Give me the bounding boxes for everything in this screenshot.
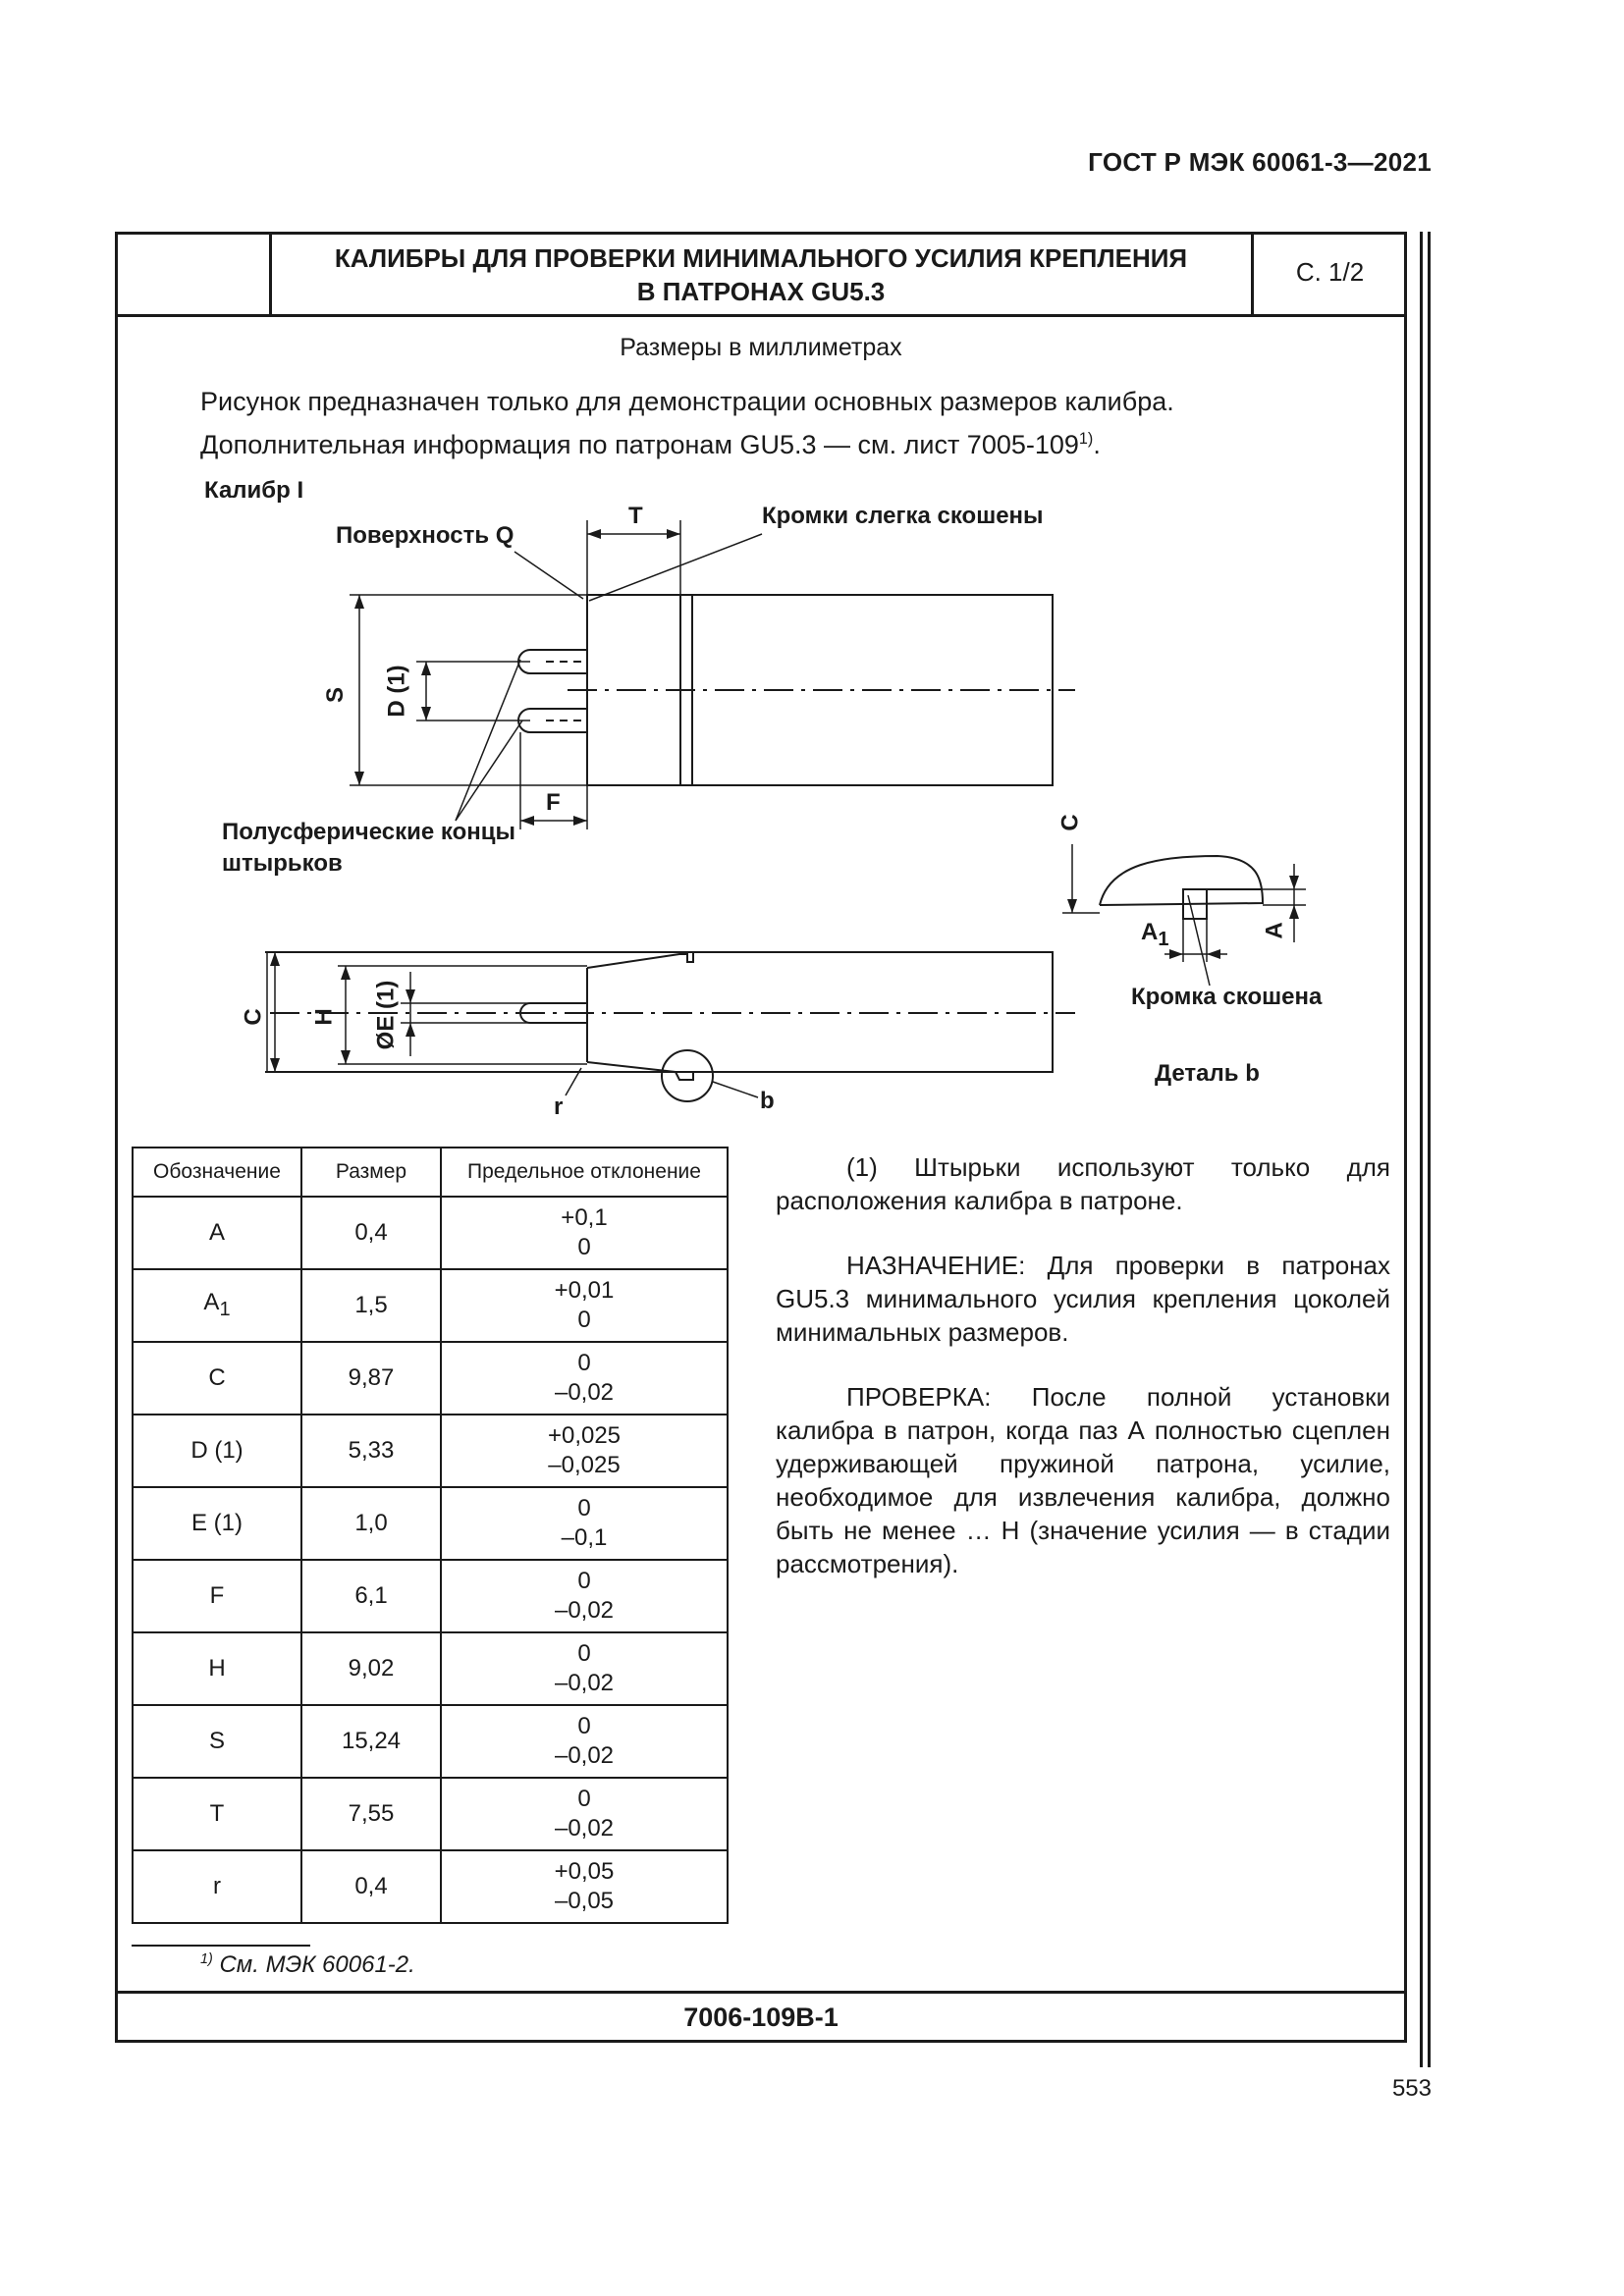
detail-a-label: A (1261, 922, 1288, 939)
tolerance-upper: 0 (577, 1640, 591, 1667)
tolerance-cell (441, 1269, 728, 1342)
size-cell: 0,4 (301, 1197, 441, 1269)
pins-label-line-1: Полусферические концы (222, 819, 515, 845)
tolerance-upper: +0,01 (554, 1277, 615, 1304)
symbol-cell (133, 1850, 301, 1923)
table-row (133, 1705, 728, 1778)
tolerance-lower: –0,02 (554, 1742, 615, 1769)
column-header: Предельное отклонение (441, 1148, 728, 1197)
table-row (133, 1269, 728, 1342)
detail-b-circle (662, 1050, 713, 1101)
footer-divider (115, 1991, 1407, 1994)
dimension-table (132, 1147, 729, 1924)
sheet-reference: С. 1/2 (1295, 257, 1365, 287)
tolerance-cell (441, 1632, 728, 1705)
tolerance-lower: –0,02 (554, 1597, 615, 1624)
intro-line-2-text: Дополнительная информация по патронам GU5.3 — см. лист 7005-109 (200, 430, 1079, 459)
note-check: ПРОВЕРКА: После полной установки калибра в патрон, когда паз А полностью сцеплен удерживающей пружиной патрона, усилие, необходимое для извлечения калибра, должно быть не менее … Н (значение усилия — в стадии рассмотрения). (776, 1382, 1390, 1578)
units-note: Размеры в миллиметрах (620, 334, 902, 361)
dim-t-label: T (628, 503, 643, 529)
symbol-cell (133, 1197, 301, 1269)
surface-q-leader (514, 552, 583, 599)
symbol: r (213, 1873, 221, 1899)
tolerance-lower: 0 (577, 1234, 591, 1260)
standard-header: ГОСТ Р МЭК 60061-3—2021 (1088, 147, 1432, 177)
table-row (133, 1560, 728, 1632)
edge-chamfered-label: Кромка скошена (1131, 984, 1323, 1010)
footnote-mark: 1) (200, 1951, 213, 1967)
tolerance-lower: –0,025 (548, 1452, 621, 1478)
column-header: Размер (301, 1148, 441, 1197)
size-cell: 6,1 (301, 1560, 441, 1632)
symbol: A (208, 1219, 225, 1246)
tolerance-lower: –0,05 (554, 1888, 615, 1914)
note-purpose: НАЗНАЧЕНИЕ: Для проверки в патронах GU5.3 минимального усилия крепления цоколей минимальных размеров. (776, 1251, 1390, 1347)
tolerance-upper: 0 (577, 1495, 591, 1522)
symbol: S (208, 1728, 225, 1754)
detail-c-label: C (1056, 814, 1084, 831)
size-cell: 1,0 (301, 1487, 441, 1560)
dim-r-label: r (554, 1094, 564, 1120)
tolerance-lower: –0,02 (554, 1815, 615, 1842)
detail-b-leader (713, 1082, 758, 1097)
title-line-1: КАЛИБРЫ ДЛЯ ПРОВЕРКИ МИНИМАЛЬНОГО УСИЛИЯ КРЕПЛЕНИЯ (334, 243, 1188, 273)
size-cell: 9,02 (301, 1632, 441, 1705)
symbol: D (1) (190, 1437, 244, 1464)
detail-b-shape (1100, 856, 1263, 905)
intro-line-2-end: . (1093, 430, 1101, 459)
symbol-cell (133, 1705, 301, 1778)
symbol: A (203, 1288, 220, 1315)
symbol: F (209, 1582, 225, 1609)
symbol-cell (133, 1342, 301, 1415)
tolerance-upper: 0 (577, 1350, 591, 1376)
size-cell: 1,5 (301, 1269, 441, 1342)
tolerance-cell (441, 1342, 728, 1415)
table-row (133, 1342, 728, 1415)
intro-footnote-mark: 1) (1078, 430, 1094, 448)
tolerance-upper: 0 (577, 1713, 591, 1739)
tolerance-cell (441, 1778, 728, 1850)
tolerance-lower: –0,1 (561, 1524, 608, 1551)
title-line-2: В ПАТРОНАХ GU5.3 (636, 277, 886, 306)
table-row (133, 1778, 728, 1850)
tolerance-cell (441, 1850, 728, 1923)
footnote-separator (132, 1945, 310, 1947)
size-cell: 7,55 (301, 1778, 441, 1850)
column-header: Обозначение (133, 1148, 301, 1197)
tolerance-lower: –0,02 (554, 1379, 615, 1406)
detail-b-title: Деталь b (1155, 1060, 1260, 1087)
footnote-text: См. МЭК 60061-2. (219, 1951, 415, 1978)
tolerance-lower: –0,02 (554, 1670, 615, 1696)
tolerance-upper: 0 (577, 1786, 591, 1812)
tolerance-cell (441, 1415, 728, 1487)
dim-d-label: D (1) (383, 665, 410, 718)
symbol: H (208, 1655, 226, 1682)
pins-label (222, 817, 515, 880)
table-row (133, 1632, 728, 1705)
table-row (133, 1487, 728, 1560)
detail-a1-subscript: 1 (1158, 928, 1169, 950)
size-cell: 9,87 (301, 1342, 441, 1415)
symbol: T (209, 1800, 225, 1827)
dim-b-label: b (760, 1088, 775, 1114)
size-cell: 5,33 (301, 1415, 441, 1487)
tolerance-cell (441, 1197, 728, 1269)
tolerance-cell (441, 1560, 728, 1632)
dim-h-label: H (310, 1008, 338, 1026)
symbol-subscript: 1 (219, 1298, 231, 1320)
tolerance-upper: 0 (577, 1568, 591, 1594)
table-row (133, 1850, 728, 1923)
table-row (133, 1197, 728, 1269)
symbol-cell (133, 1415, 301, 1487)
dim-e-label: ØE (1) (372, 980, 400, 1050)
note-pins: (1) Штырьки используют только для расположения калибра в патроне. (776, 1152, 1390, 1215)
gauge-title: Калибр I (204, 477, 304, 504)
symbol-cell (133, 1632, 301, 1705)
detail-a1-label (1141, 919, 1168, 951)
edges-leader (589, 534, 762, 601)
tolerance-upper: +0,05 (554, 1858, 615, 1885)
dim-s-label: S (322, 686, 350, 704)
symbol-cell (133, 1269, 301, 1342)
symbol: C (208, 1364, 226, 1391)
surface-q-label: Поверхность Q (336, 522, 514, 549)
pins-leader (456, 721, 522, 821)
tolerance-upper: +0,025 (547, 1422, 622, 1449)
dim-c-label: C (240, 1008, 267, 1026)
edges-chamfered-label: Кромки слегка скошены (762, 503, 1044, 529)
size-cell: 0,4 (301, 1850, 441, 1923)
table-header-row (133, 1148, 728, 1197)
intro-line-1: Рисунок предназначен только для демонстрации основных размеров калибра. (200, 387, 1174, 416)
page-number: 553 (1391, 2075, 1432, 2102)
pins-label-line-2: штырьков (222, 850, 343, 877)
tolerance-cell (441, 1487, 728, 1560)
symbol-cell (133, 1778, 301, 1850)
table-row (133, 1415, 728, 1487)
sheet-code: 7006-109B-1 (683, 2002, 839, 2032)
symbol-cell (133, 1560, 301, 1632)
dim-f-label: F (546, 789, 561, 816)
detail-a1-letter: A (1141, 919, 1159, 945)
size-cell: 15,24 (301, 1705, 441, 1778)
footnote (200, 1951, 415, 1979)
pins-leader (456, 660, 520, 821)
tolerance-lower: 0 (577, 1307, 591, 1333)
tolerance-upper: +0,1 (561, 1204, 608, 1231)
symbol: E (1) (190, 1510, 243, 1536)
symbol-cell (133, 1487, 301, 1560)
tolerance-cell (441, 1705, 728, 1778)
